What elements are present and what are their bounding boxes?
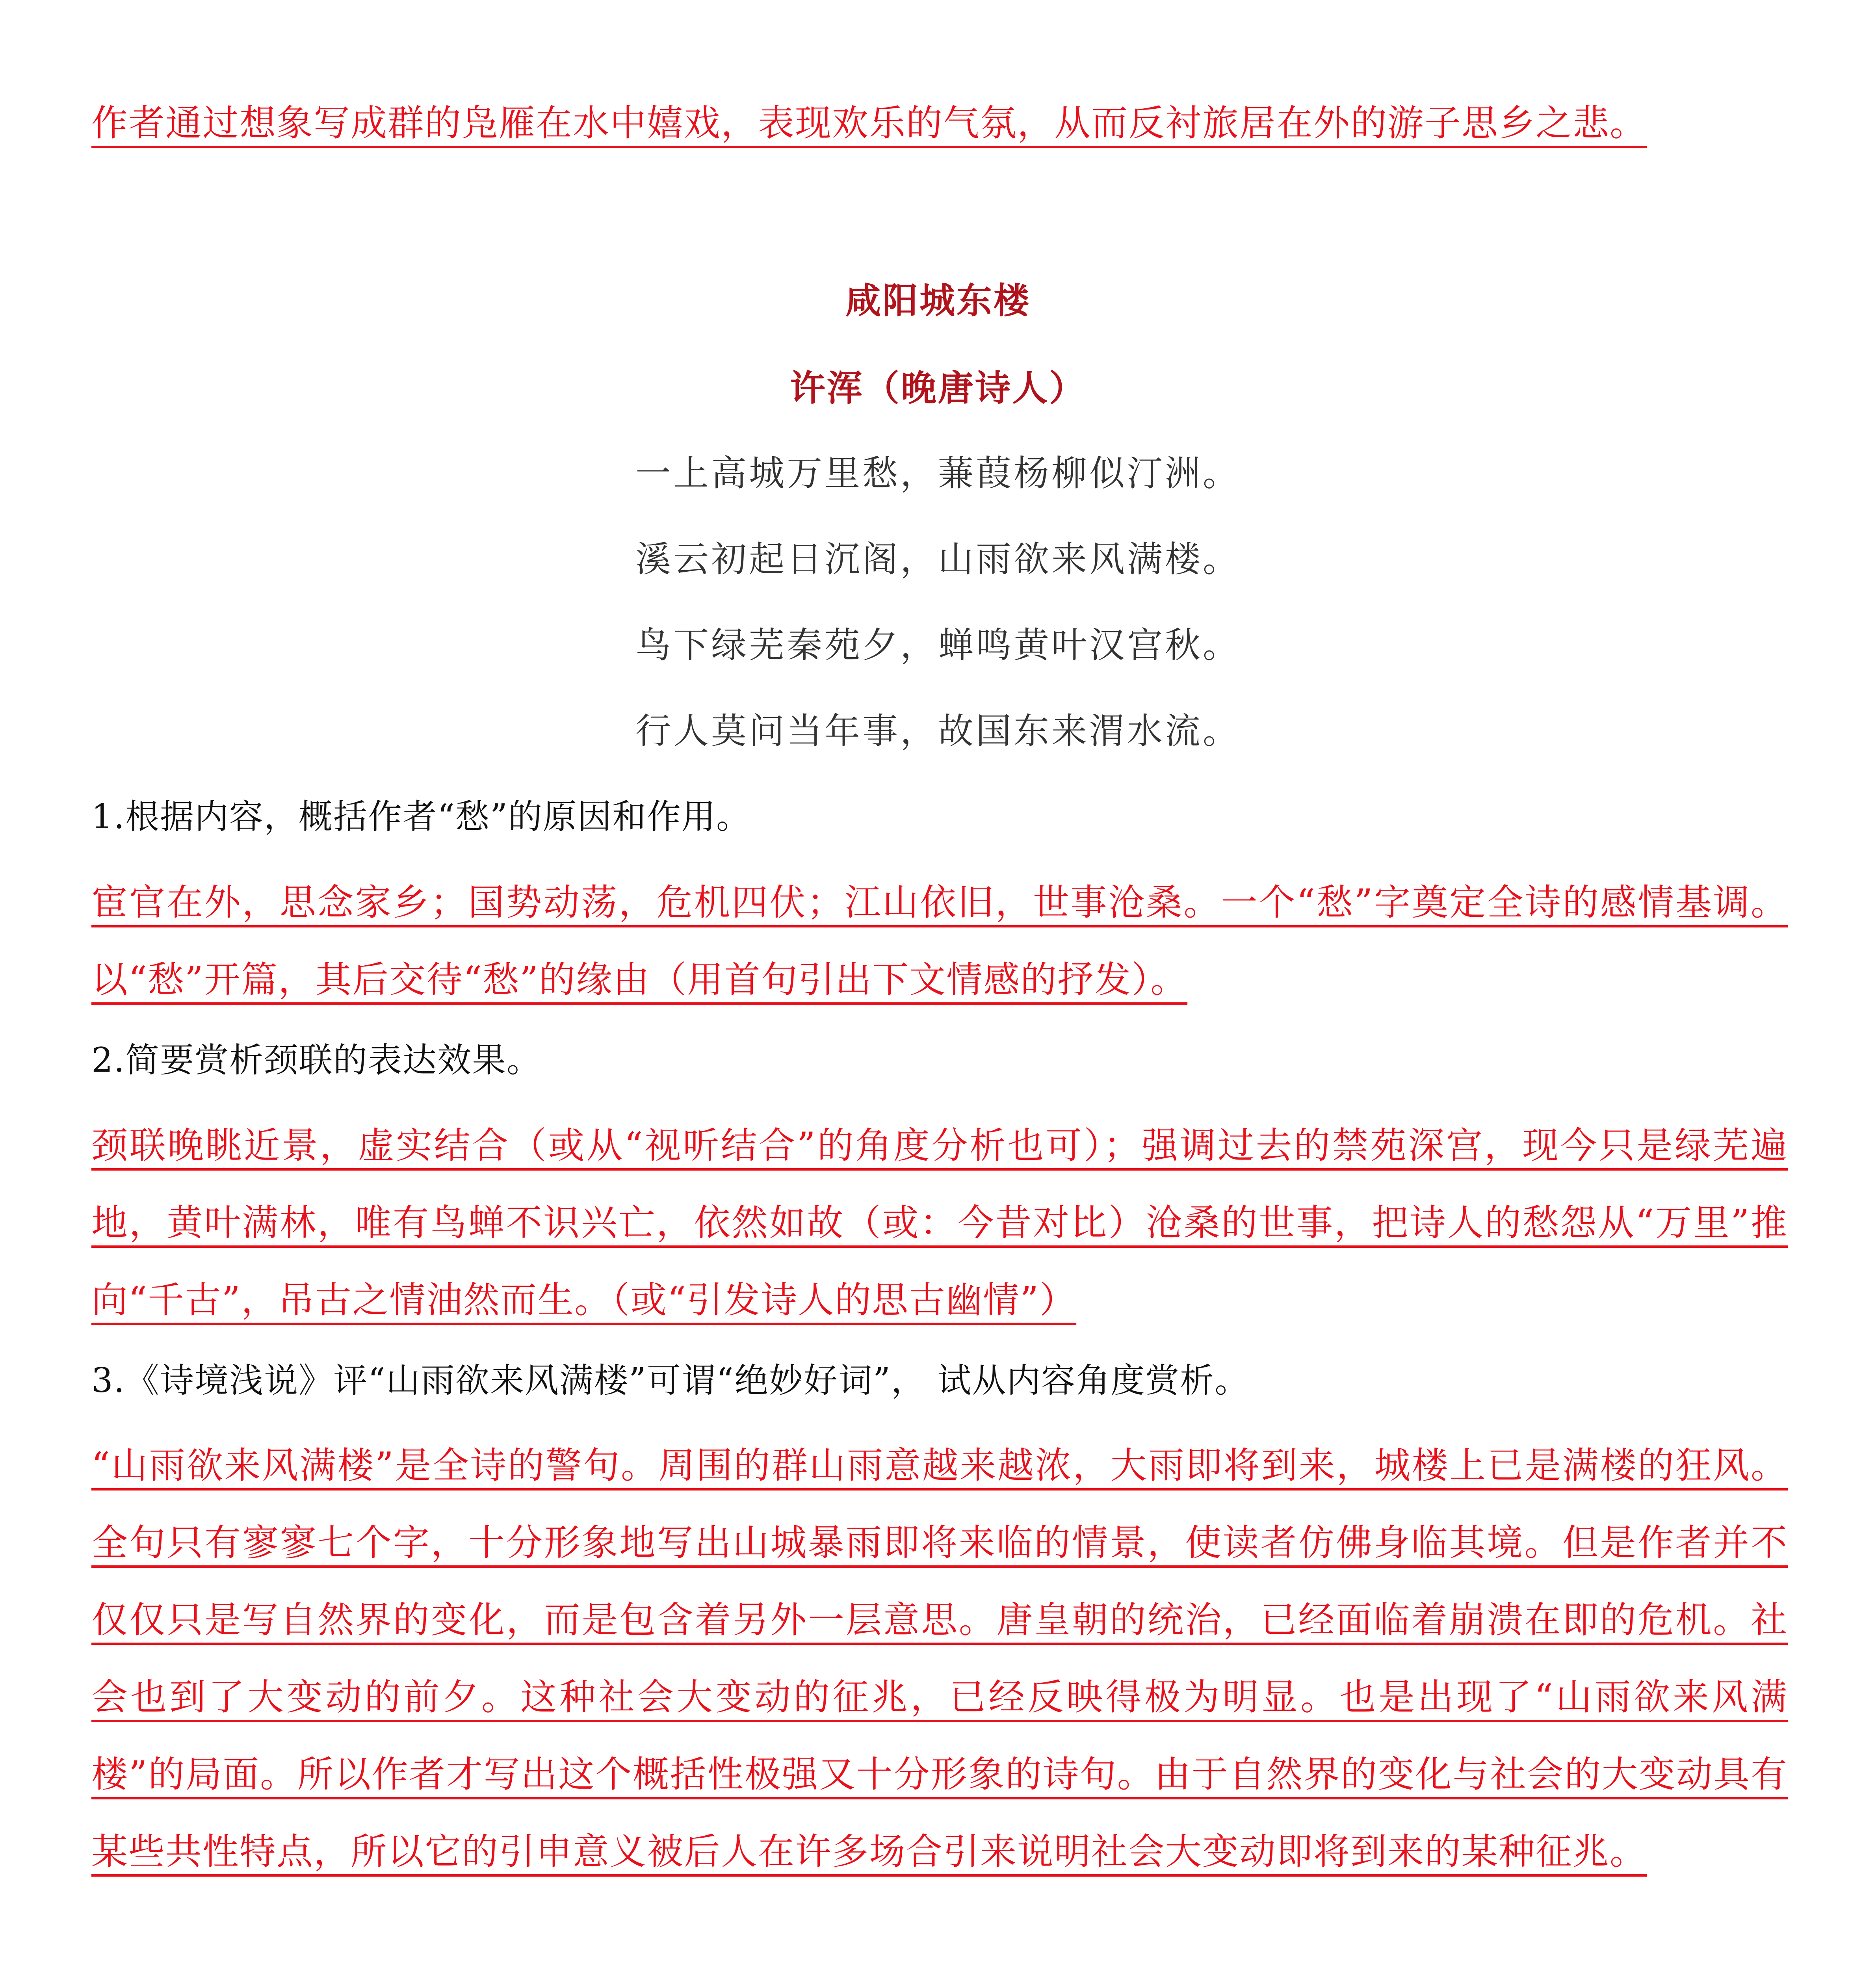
poem-line: 行人莫问当年事，故国东来渭水流。 [635,710,1241,752]
question-2: 2.简要赏析颈联的表达效果。 [91,1041,542,1080]
question-4 [91,1959,1788,1970]
question-1: 1.根据内容，概括作者“愁”的原因和作用。 [91,797,751,836]
answer-text: 颈联晚眺近景，虚实结合（或从“视听结合”的角度分析也可）；强调过去的禁苑深宫，现今只是绿芜遍地，黄叶满林，唯有鸟蝉不识兴亡，依然如故（或：今昔对比）沧桑的世事，把诗人的愁怨从“万里”推向“千古”，吊古之情油然而生。（或“引发诗人的思古幽情”） [91,1124,1788,1321]
answer-paragraph-top [91,85,1788,162]
poem-line: 鸟下绿芜秦苑夕，蝉鸣黄叶汉宫秋。 [635,624,1241,666]
poem-author: 许浑（晚唐诗人） [790,367,1086,409]
answer-text: 作者通过想象写成群的凫雁在水中嬉戏，表现欢乐的气氛，从而反衬旅居在外的游子思乡之悲。 [91,102,1647,144]
poem-title: 咸阳城东楼 [845,280,1031,322]
answer-2 [91,1107,1788,1339]
answer-1 [91,864,1788,1018]
answer-text: “山雨欲来风满楼”是全诗的警句。周围的群山雨意越来越浓，大雨即将到来，城楼上已是满楼的狂风。全句只有寥寥七个字，十分形象地写出山城暴雨即将来临的情景，使读者仿佛身临其境。但是作者并不仅仅只是写自然界的变化，而是包含着另外一层意思。唐皇朝的统治，已经面临着崩溃在即的危机。社会也到了大变动的前夕。这种社会大变动的征兆，已经反映得极为明显。也是出现了“山雨欲来风满楼”的局面。所以作者才写出这个概括性极强又十分形象的诗句。由于自然界的变化与社会的大变动具有某些共性特点，所以它的引申意义被后人在许多场合引来说明社会大变动即将到来的某种征兆。 [91,1444,1788,1873]
answer-text: 宦官在外，思念家乡；国势动荡，危机四伏；江山依旧，世事沧桑。一个“愁”字奠定全诗的感情基调。以“愁”开篇，其后交待“愁”的缘由（用首句引出下文情感的抒发）。 [91,881,1788,1001]
question-3: 3.《诗境浅说》评“山雨欲来风满楼”可谓“绝妙好词”， 试从内容角度赏析。 [91,1361,1250,1400]
poem-line: 溪云初起日沉阁，山雨欲来风满楼。 [635,539,1241,580]
poem-line: 一上高城万里愁，蒹葭杨柳似汀洲。 [635,453,1241,494]
answer-3 [91,1427,1788,1890]
